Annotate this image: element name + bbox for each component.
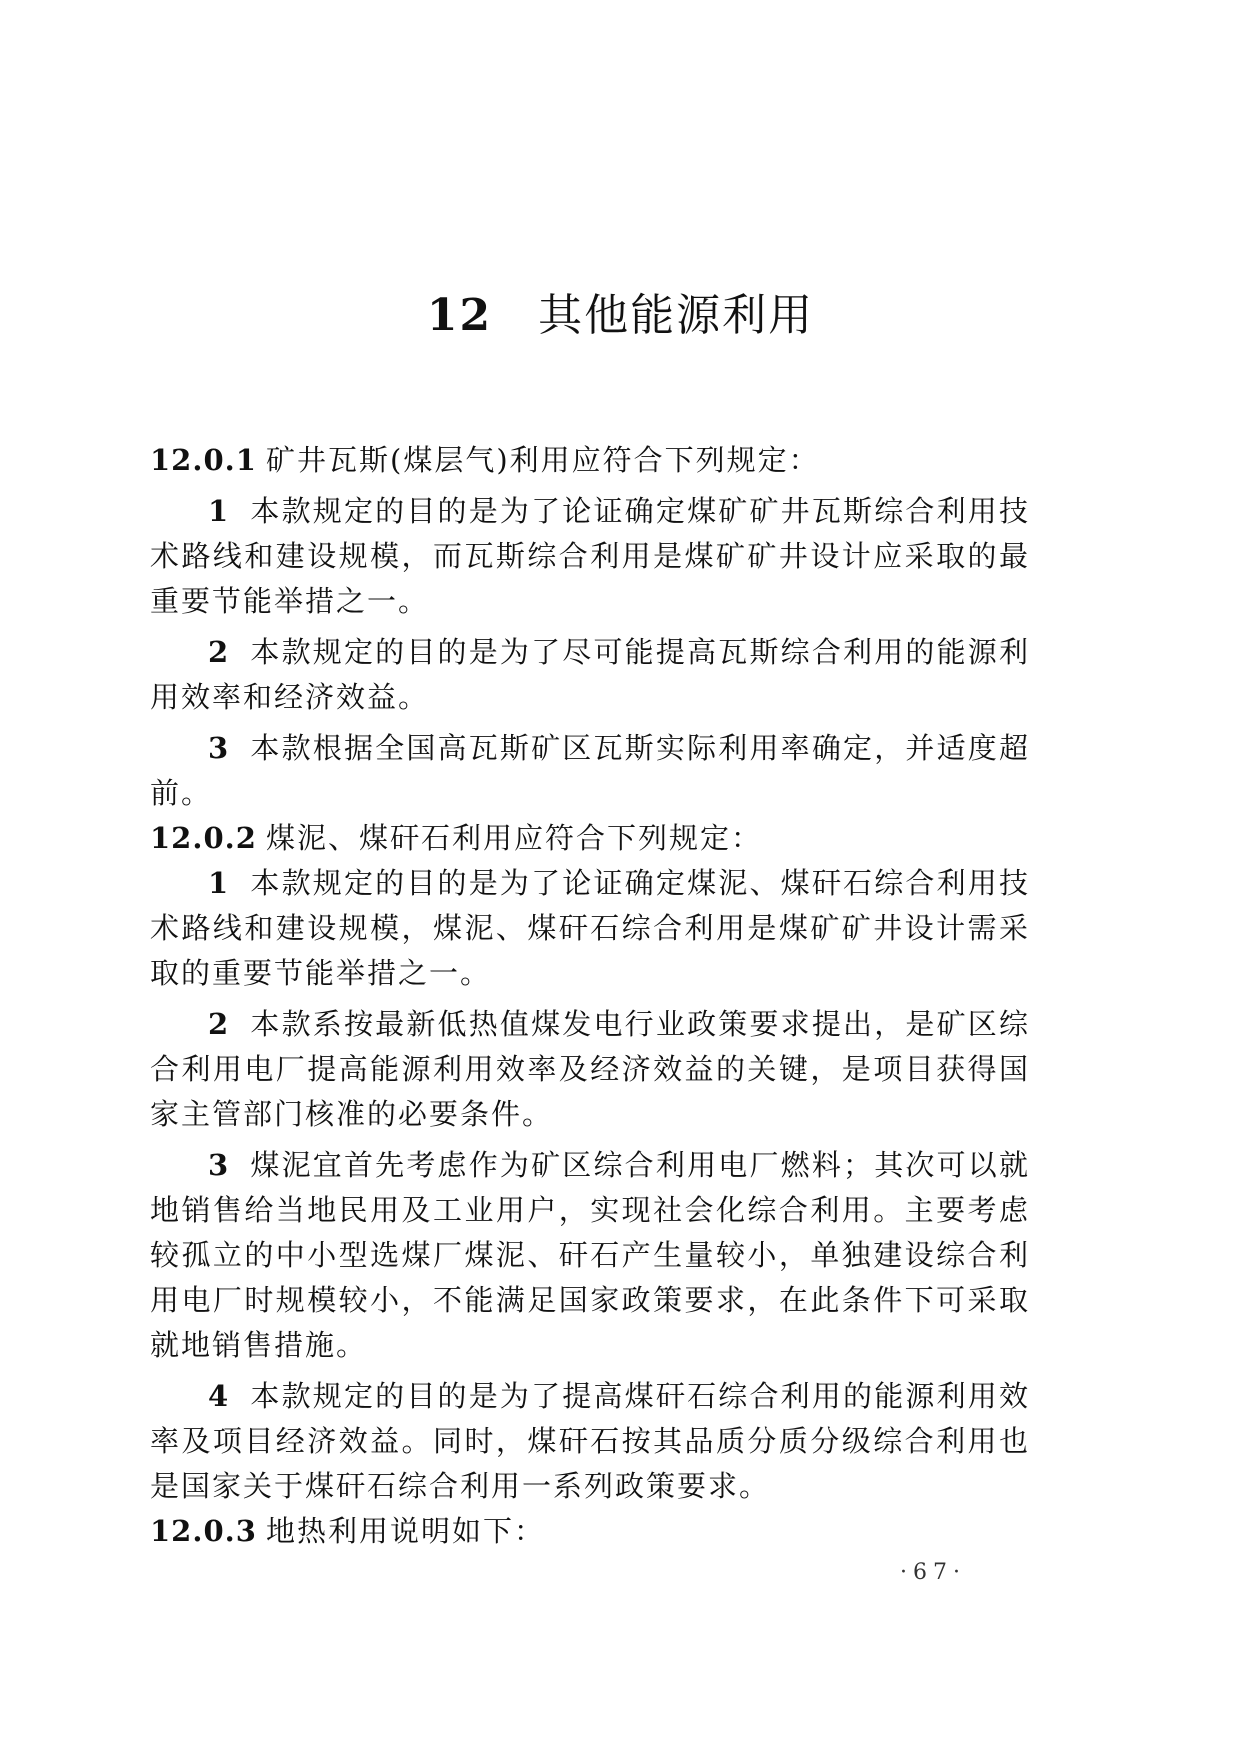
item-text: 本款规定的目的是为了论证确定煤矿矿井瓦斯综合利用技术路线和建设规模，而瓦斯综合利用是煤矿矿井设计应采取的最重要节能举措之一。 bbox=[150, 494, 1030, 618]
item-number: 1 bbox=[208, 866, 231, 900]
clause-item bbox=[150, 726, 1030, 816]
item-text: 本款系按最新低热值煤发电行业政策要求提出，是矿区综合利用电厂提高能源利用效率及经济效益的关键，是项目获得国家主管部门核准的必要条件。 bbox=[150, 1007, 1030, 1131]
clause-12-0-1 bbox=[150, 438, 1030, 483]
clause-item bbox=[150, 1374, 1030, 1509]
chapter-number: 12 bbox=[426, 290, 493, 341]
body-text bbox=[150, 438, 1030, 1554]
clause-12-0-3 bbox=[150, 1509, 1030, 1554]
item-text: 本款规定的目的是为了尽可能提高瓦斯综合利用的能源利用效率和经济效益。 bbox=[150, 635, 1030, 714]
chapter-title-text: 其他能源利用 bbox=[538, 290, 815, 341]
item-text: 本款根据全国高瓦斯矿区瓦斯实际利用率确定，并适度超前。 bbox=[150, 731, 1030, 810]
chapter-title bbox=[0, 288, 1241, 344]
clause-heading: 地热利用说明如下： bbox=[266, 1514, 546, 1548]
item-text: 本款规定的目的是为了提高煤矸石综合利用的能源利用效率及项目经济效益。同时，煤矸石按其品质分质分级综合利用也是国家关于煤矸石综合利用一系列政策要求。 bbox=[150, 1379, 1030, 1503]
item-number: 2 bbox=[208, 1007, 231, 1041]
clause-item bbox=[150, 861, 1030, 996]
item-text: 煤泥宜首先考虑作为矿区综合利用电厂燃料；其次可以就地销售给当地民用及工业用户，实现社会化综合利用。主要考虑较孤立的中小型选煤厂煤泥、矸石产生量较小，单独建设综合利用电厂时规模较小，不能满足国家政策要求，在此条件下可采取就地销售措施。 bbox=[150, 1148, 1030, 1362]
item-number: 3 bbox=[208, 731, 231, 765]
clause-12-0-2 bbox=[150, 816, 1030, 861]
clause-item bbox=[150, 1143, 1030, 1368]
clause-item bbox=[150, 630, 1030, 720]
clause-number: 12.0.2 bbox=[150, 821, 257, 855]
item-number: 1 bbox=[208, 494, 231, 528]
item-number: 4 bbox=[208, 1379, 231, 1413]
clause-number: 12.0.1 bbox=[150, 443, 257, 477]
clause-heading: 矿井瓦斯(煤层气)利用应符合下列规定： bbox=[266, 443, 820, 477]
clause-number: 12.0.3 bbox=[150, 1514, 257, 1548]
clause-heading: 煤泥、煤矸石利用应符合下列规定： bbox=[266, 821, 763, 855]
item-text: 本款规定的目的是为了论证确定煤泥、煤矸石综合利用技术路线和建设规模，煤泥、煤矸石综合利用是煤矿矿井设计需采取的重要节能举措之一。 bbox=[150, 866, 1030, 990]
item-number: 2 bbox=[208, 635, 231, 669]
clause-item bbox=[150, 1002, 1030, 1137]
item-number: 3 bbox=[208, 1148, 231, 1182]
page-number-value: 67 bbox=[913, 1560, 953, 1585]
clause-item bbox=[150, 489, 1030, 624]
page-number: ·67· bbox=[900, 1560, 966, 1585]
